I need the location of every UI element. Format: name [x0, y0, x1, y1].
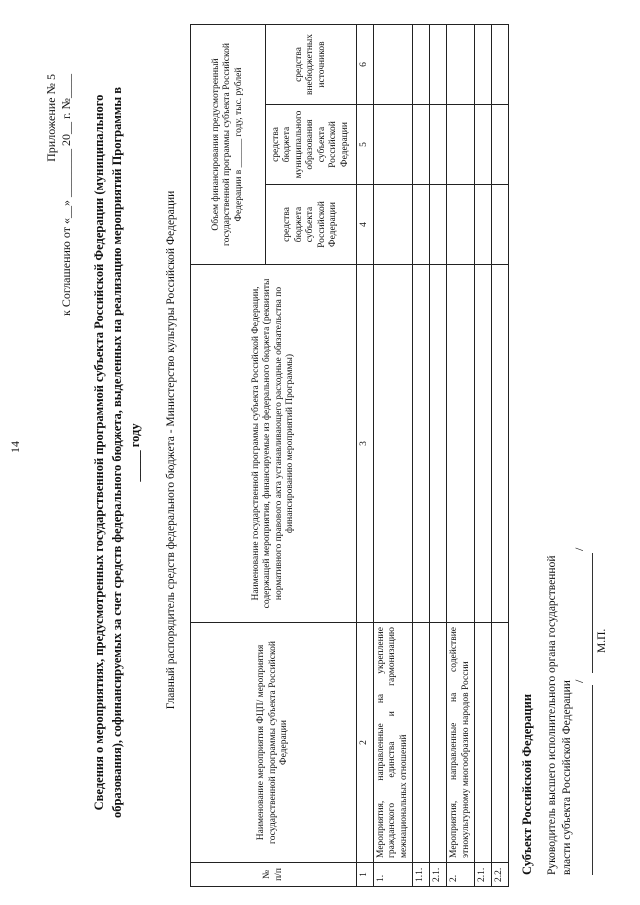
- row-event-text: Мероприятия, направленные на содействие этнокультурному многообразию народов России: [447, 623, 475, 863]
- row-event-text: [413, 623, 430, 863]
- table-row: [475, 25, 492, 887]
- empty-cell: [475, 105, 492, 185]
- row-number: 2.: [447, 863, 475, 887]
- name-slash: /: [572, 547, 586, 551]
- appendix-agreement: к Соглашению от «__» ________ 20__ г. №____: [59, 74, 73, 316]
- page-number: 14: [8, 441, 22, 453]
- row-number: 2.1.: [430, 863, 447, 887]
- signature-line: [578, 685, 593, 875]
- budget-manager-subtitle: Главный распорядитель средств федерального бюджета - Министерство культуры Российской Федерации: [165, 190, 177, 710]
- events-table: [190, 24, 509, 887]
- heading-line-2: образования), софинансируемых за счет средств федерального бюджета, выделенных на реализацию мероприятий Программы в: [110, 86, 124, 819]
- appendix-block: [44, 74, 74, 316]
- table-row: [492, 25, 509, 887]
- signatory-title: Субъект Российской Федерации: [520, 693, 534, 875]
- table-row: [447, 25, 475, 887]
- empty-cell: [373, 185, 413, 265]
- heading-line-1: Сведения о мероприятиях, предусмотренных государственной программой субъекта Российской Федерации (муниципального: [92, 94, 106, 811]
- empty-cell: [373, 105, 413, 185]
- table-row: [430, 25, 447, 887]
- empty-cell: [413, 265, 430, 623]
- table-row: [373, 25, 413, 887]
- empty-cell: [430, 265, 447, 623]
- empty-cell: [430, 25, 447, 105]
- column-number: 1: [357, 863, 374, 887]
- empty-cell: [475, 185, 492, 265]
- empty-cell: [413, 185, 430, 265]
- heading-line-3: _____ году: [128, 423, 142, 482]
- document-heading: [90, 30, 144, 875]
- empty-cell: [430, 105, 447, 185]
- column-number: 6: [357, 25, 374, 105]
- signatory-line-2: власти субъекта Российской Федерации: [561, 680, 573, 875]
- empty-cell: [430, 185, 447, 265]
- empty-cell: [475, 265, 492, 623]
- header-event: Наименование мероприятия ФЦП/ мероприятия государственной программы субъекта Российской Федерации: [191, 623, 357, 863]
- row-event-text: [492, 623, 509, 863]
- row-event-text: [475, 623, 492, 863]
- header-regional-budget: средства бюджета субъекта Российской Федерации: [266, 185, 357, 265]
- row-event-text: Мероприятия, направленные на укрепление гражданского единства и гармонизацию межнациональных отношений: [373, 623, 413, 863]
- empty-cell: [492, 105, 509, 185]
- empty-cell: [413, 105, 430, 185]
- empty-cell: [447, 265, 475, 623]
- empty-cell: [492, 265, 509, 623]
- empty-cell: [475, 25, 492, 105]
- empty-cell: [413, 25, 430, 105]
- header-num: № п/п: [191, 863, 357, 887]
- header-funding-volume: Объем финансирования предусмотренный государственной программы субъекта Российской Федерации в ______ году, тыс. рублей: [191, 25, 266, 265]
- seal-place-label: М.П.: [596, 628, 608, 653]
- row-number: 2.2.: [492, 863, 509, 887]
- column-number: 3: [357, 265, 374, 623]
- header-program-name: Наименование государственной программы субъекта Российской Федерации, содержащей мероприятия, финансируемые из федерального бюджета (реквизиты нормативного правового акта устанавливающего расходные обязательства по финансированию мероприятий Программы): [191, 265, 357, 623]
- row-number: 2.1.: [475, 863, 492, 887]
- empty-cell: [373, 265, 413, 623]
- column-number: 2: [357, 623, 374, 863]
- header-extrabudgetary: средства внебюджетных источников: [266, 25, 357, 105]
- row-number: 1.1.: [413, 863, 430, 887]
- appendix-title: Приложение № 5: [44, 74, 58, 162]
- signature-slash: /: [572, 679, 586, 683]
- empty-cell: [447, 185, 475, 265]
- empty-cell: [492, 25, 509, 105]
- empty-cell: [447, 25, 475, 105]
- table-row: [413, 25, 430, 887]
- empty-cell: [447, 105, 475, 185]
- table-header-row: [191, 25, 266, 887]
- header-municipal-budget: средства бюджета муниципального образования субъекта Российской Федерации: [266, 105, 357, 185]
- empty-cell: [492, 185, 509, 265]
- signatory-line-1: Руководитель высшего исполнительного органа государственной: [546, 555, 558, 875]
- row-event-text: [430, 623, 447, 863]
- row-number: 1.: [373, 863, 413, 887]
- column-numbers-row: [357, 25, 374, 887]
- name-line: [578, 553, 593, 673]
- signatory-position: [545, 515, 575, 875]
- empty-cell: [373, 25, 413, 105]
- column-number: 4: [357, 185, 374, 265]
- column-number: 5: [357, 105, 374, 185]
